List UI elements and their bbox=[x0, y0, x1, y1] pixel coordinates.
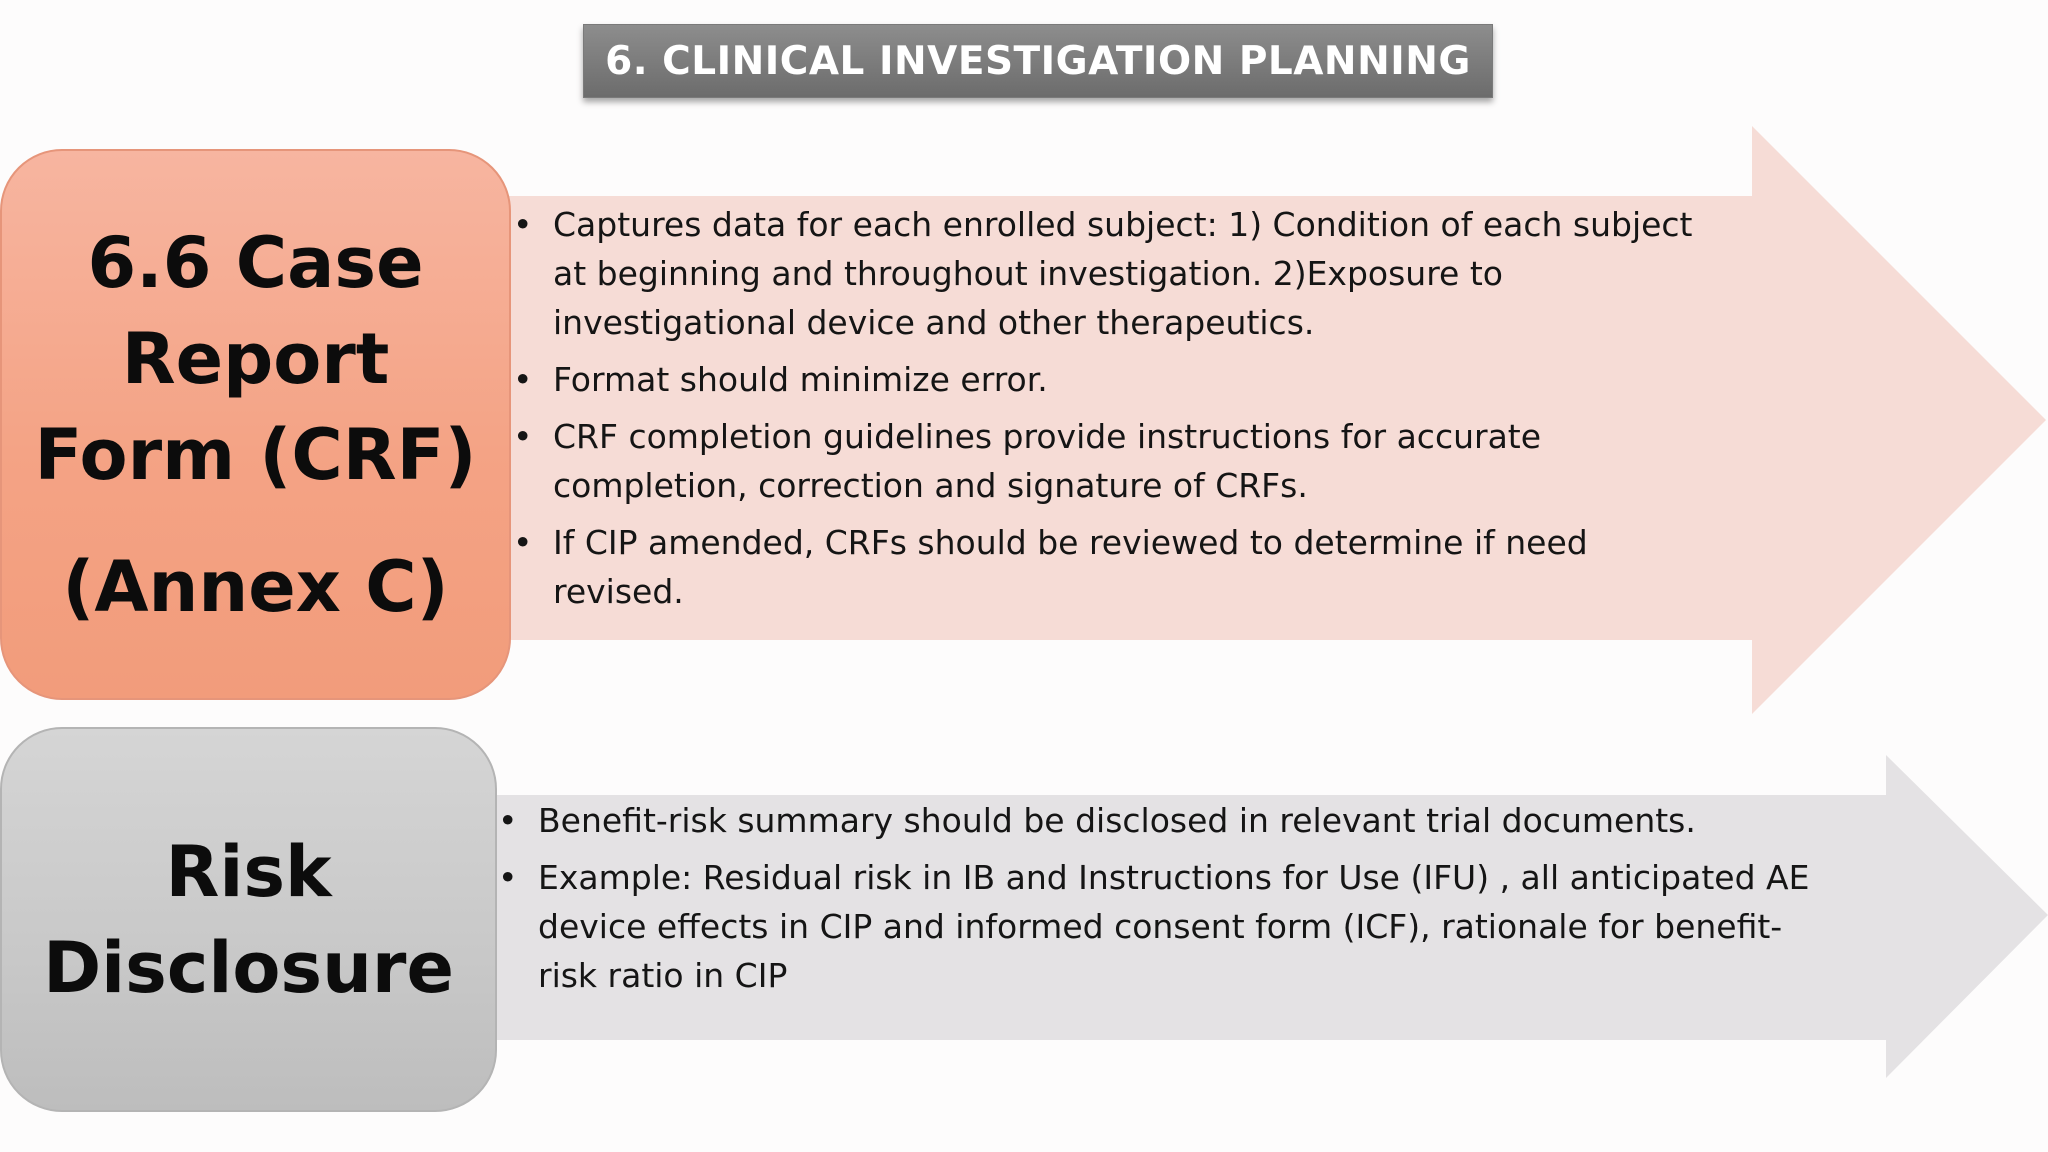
risk-bullet-2: • Example: Residual risk in IB and Instructions for Use (IFU) , all anticipated AE device effects in CIP and informed consent form (ICF), rationale for benefit- risk ratio in CIP bbox=[498, 853, 1948, 1000]
slide-title: 6. CLINICAL INVESTIGATION PLANNING bbox=[605, 38, 1471, 84]
risk-heading-line-1: Risk bbox=[165, 830, 332, 913]
risk-bullet-list bbox=[498, 796, 1948, 1008]
crf-bullet-1: • Captures data for each enrolled subject: 1) Condition of each subject at beginning and throughout investigation. 2)Exposure to investigational device and other therapeutics. bbox=[513, 200, 1833, 347]
crf-bullet-4: • If CIP amended, CRFs should be reviewed to determine if need revised. bbox=[513, 518, 1833, 616]
risk-bullet-1: • Benefit-risk summary should be disclosed in relevant trial documents. bbox=[498, 796, 1948, 845]
crf-bullet-3: • CRF completion guidelines provide instructions for accurate completion, correction and signature of CRFs. bbox=[513, 412, 1833, 510]
crf-heading-line-1: 6.6 Case bbox=[87, 221, 424, 304]
crf-heading-box bbox=[0, 149, 511, 700]
risk-heading-box bbox=[0, 727, 497, 1112]
crf-heading-line-2: Report bbox=[121, 317, 390, 400]
risk-heading-line-2: Disclosure bbox=[43, 926, 454, 1009]
crf-subheading: (Annex C) bbox=[62, 545, 449, 628]
crf-heading-line-3: Form (CRF) bbox=[34, 413, 477, 496]
crf-bullet-2: • Format should minimize error. bbox=[513, 355, 1833, 404]
crf-bullet-list bbox=[513, 200, 1833, 624]
